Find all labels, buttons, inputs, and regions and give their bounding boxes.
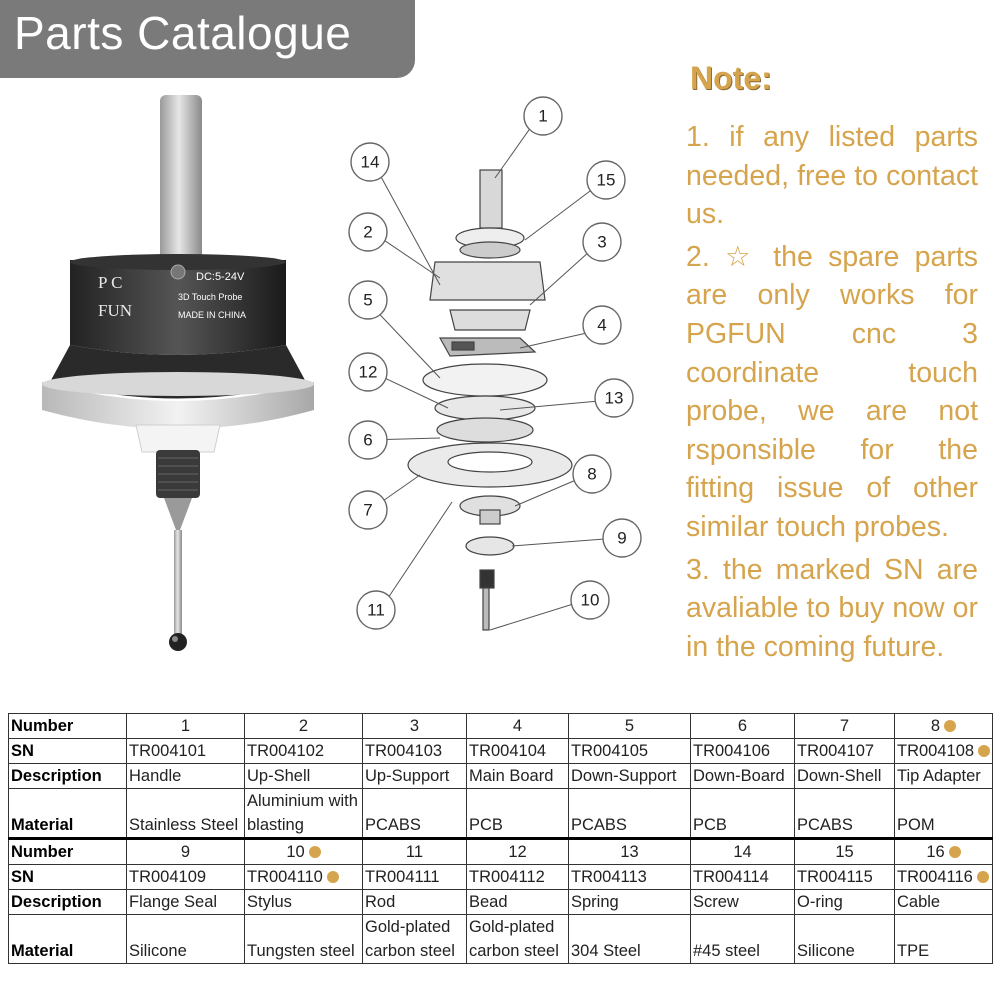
part-number-cell (467, 839, 569, 865)
part-number-cell (569, 839, 691, 865)
part-material-cell (691, 915, 795, 964)
callout-5: 5 (363, 290, 373, 310)
part-description-cell (245, 764, 363, 789)
part-sn: TR004116 (897, 868, 973, 886)
part-number: 2 (298, 717, 309, 735)
part-sn-cell (795, 865, 895, 890)
callout-2: 2 (363, 222, 373, 242)
part-material-cell (895, 915, 993, 964)
part-material-cell (569, 915, 691, 964)
stylus (174, 530, 182, 640)
part-sn-cell (569, 739, 691, 764)
available-marker-icon (977, 871, 989, 883)
part-material: PCB (693, 816, 727, 834)
part-number: 13 (620, 843, 639, 861)
part-description-cell (895, 764, 993, 789)
exploded-diagram (340, 90, 680, 650)
table-row-sn (9, 739, 993, 764)
part-material: Gold-plated carbon steel (469, 918, 559, 960)
row-label-description: Description (9, 764, 127, 789)
part-number: 5 (624, 717, 635, 735)
part-description: Up-Support (365, 767, 450, 785)
part-description-cell (691, 764, 795, 789)
part-number-cell (895, 839, 993, 865)
part-material-cell (127, 789, 245, 839)
table-row-description (9, 764, 993, 789)
part-description-cell (363, 890, 467, 915)
handle-shaft (160, 95, 202, 265)
table-row-number (9, 714, 993, 739)
part-material: #45 steel (693, 942, 760, 960)
part-description: Main Board (469, 767, 554, 785)
part-number: 15 (835, 843, 854, 861)
part-description: Spring (571, 893, 619, 911)
part-number-cell (467, 714, 569, 739)
stylus-ball (169, 633, 187, 651)
part-description: Bead (469, 893, 508, 911)
part-sn-cell (895, 739, 993, 764)
part-material: Aluminium with blasting (247, 792, 358, 834)
part-number-cell (245, 839, 363, 865)
row-label-sn: SN (9, 865, 127, 890)
part-number: 12 (508, 843, 527, 861)
callout-1: 1 (538, 106, 548, 126)
header-banner (0, 0, 415, 78)
part-number-cell (691, 839, 795, 865)
part-description: Tip Adapter (897, 767, 981, 785)
part-sn: TR004104 (469, 742, 547, 760)
part-number: 6 (737, 717, 748, 735)
part-number-cell (895, 714, 993, 739)
part-number: 10 (286, 843, 305, 861)
part-material-cell (467, 915, 569, 964)
brand-line2: FUN (98, 301, 133, 320)
part-material: Tungsten steel (247, 942, 355, 960)
part-number-cell (127, 839, 245, 865)
table-row-description (9, 890, 993, 915)
part-description-cell (691, 890, 795, 915)
part-number-cell (245, 714, 363, 739)
brand-line1: P C (98, 273, 123, 292)
part-number: 11 (405, 843, 424, 861)
note-item-1: 1. if any listed parts needed, free to contact us. (686, 121, 978, 231)
part-sn: TR004108 (897, 742, 975, 760)
part-sn: TR004115 (797, 868, 873, 886)
part-material-cell (467, 789, 569, 839)
part-material-cell (127, 915, 245, 964)
callout-15: 15 (596, 170, 616, 190)
part-material: PCABS (365, 816, 421, 834)
note-title: Note: (690, 60, 772, 96)
callout-4: 4 (597, 315, 607, 335)
part-material-cell (795, 789, 895, 839)
part-sn: TR004105 (571, 742, 649, 760)
part-number: 9 (180, 843, 191, 861)
voltage-label: DC:5-24V (196, 271, 245, 283)
callout-8: 8 (587, 464, 597, 484)
part-description-cell (895, 890, 993, 915)
callout-14: 14 (360, 152, 380, 172)
part-description: Stylus (247, 893, 292, 911)
callout-7: 7 (363, 500, 373, 520)
part-sn-cell (467, 739, 569, 764)
part-sn: TR004112 (469, 868, 545, 886)
part-material-cell (245, 789, 363, 839)
part-sn-cell (245, 739, 363, 764)
part-sn: TR004107 (797, 742, 875, 760)
note-item-3: 3. the marked SN are avaliable to buy now or in the coming future. (686, 553, 978, 663)
part-description: Handle (129, 767, 182, 785)
part-material: PCABS (797, 816, 853, 834)
part-sn-cell (127, 865, 245, 890)
available-marker-icon (949, 846, 961, 858)
part-sn-cell (569, 865, 691, 890)
part-material-cell (363, 789, 467, 839)
part-sn: TR004109 (129, 868, 207, 886)
part-number-cell (795, 714, 895, 739)
part-sn-cell (691, 739, 795, 764)
part-number-cell (363, 839, 467, 865)
part-number-cell (569, 714, 691, 739)
part-sn: TR004103 (365, 742, 443, 760)
part-material: PCABS (571, 816, 627, 834)
available-marker-icon (309, 846, 321, 858)
part-sn-cell (467, 865, 569, 890)
part-description: Down-Board (693, 767, 785, 785)
part-sn: TR004106 (693, 742, 771, 760)
part-material-cell (569, 789, 691, 839)
part-material: Gold-plated carbon steel (365, 918, 455, 960)
part-material-cell (363, 915, 467, 964)
row-label-description: Description (9, 890, 127, 915)
part-material: 304 Steel (571, 942, 641, 960)
table-row-number (9, 839, 993, 865)
part-description-cell (795, 764, 895, 789)
part-sn: TR004114 (693, 868, 769, 886)
callout-3: 3 (597, 232, 607, 252)
part-description: Up-Shell (247, 767, 311, 785)
note-body (686, 118, 978, 670)
part-description-cell (569, 764, 691, 789)
part-description: Rod (365, 893, 396, 911)
part-description-cell (127, 890, 245, 915)
part-description-cell (795, 890, 895, 915)
part-material: Silicone (129, 942, 187, 960)
parts-table (8, 713, 993, 964)
part-number: 8 (930, 717, 941, 735)
part-material-cell (795, 915, 895, 964)
note-item-2: 2. ☆ the spare parts are only works for PGFUN cnc 3 coordinate touch probe, we are not rsponsible for the fitting issue of other similar touch probes. (686, 240, 978, 543)
part-sn: TR004111 (365, 868, 440, 886)
product-label: 3D Touch Probe (178, 292, 243, 302)
part-material: PCB (469, 816, 503, 834)
part-description-cell (127, 764, 245, 789)
part-description: Flange Seal (129, 893, 218, 911)
part-sn-cell (127, 739, 245, 764)
row-label-number: Number (9, 839, 127, 865)
part-sn: TR004113 (571, 868, 647, 886)
part-sn-cell (795, 739, 895, 764)
part-number-cell (795, 839, 895, 865)
callout-13: 13 (604, 388, 624, 408)
part-material-cell (691, 789, 795, 839)
part-number-cell (691, 714, 795, 739)
part-description-cell (363, 764, 467, 789)
part-number: 16 (926, 843, 945, 861)
part-sn-cell (895, 865, 993, 890)
table-row-sn (9, 865, 993, 890)
callout-6: 6 (363, 430, 373, 450)
part-material-cell (895, 789, 993, 839)
part-material: POM (897, 816, 935, 834)
callout-9: 9 (617, 528, 627, 548)
part-description: Cable (897, 893, 941, 911)
part-number: 7 (839, 717, 850, 735)
row-label-number: Number (9, 714, 127, 739)
page-title: Parts Catalogue (14, 7, 352, 59)
part-sn-cell (363, 739, 467, 764)
part-sn: TR004101 (129, 742, 207, 760)
part-sn: TR004110 (247, 868, 323, 886)
part-number: 14 (733, 843, 752, 861)
part-material-cell (245, 915, 363, 964)
product-photo (28, 90, 328, 660)
part-description-cell (467, 890, 569, 915)
part-description: O-ring (797, 893, 843, 911)
part-number-cell (127, 714, 245, 739)
part-description-cell (569, 890, 691, 915)
part-number: 3 (409, 717, 420, 735)
part-description: Down-Shell (797, 767, 882, 785)
part-sn: TR004102 (247, 742, 325, 760)
part-material: TPE (897, 942, 930, 960)
part-material: Silicone (797, 942, 855, 960)
part-sn-cell (363, 865, 467, 890)
origin-label: MADE IN CHINA (178, 310, 247, 320)
part-number-cell (363, 714, 467, 739)
part-number: 4 (512, 717, 523, 735)
part-sn-cell (691, 865, 795, 890)
part-description-cell (467, 764, 569, 789)
available-marker-icon (978, 745, 990, 757)
callout-11: 11 (367, 600, 385, 620)
table-row-material (9, 915, 993, 964)
part-description: Screw (693, 893, 739, 911)
part-material: Stainless Steel (129, 816, 239, 834)
part-description: Down-Support (571, 767, 677, 785)
available-marker-icon (327, 871, 339, 883)
row-label-sn: SN (9, 739, 127, 764)
table-row-material (9, 789, 993, 839)
row-label-material: Material (9, 789, 127, 839)
part-number: 1 (180, 717, 191, 735)
callout-10: 10 (580, 590, 600, 610)
callout-12: 12 (358, 362, 378, 382)
row-label-material: Material (9, 915, 127, 964)
available-marker-icon (944, 720, 956, 732)
part-sn-cell (245, 865, 363, 890)
part-description-cell (245, 890, 363, 915)
